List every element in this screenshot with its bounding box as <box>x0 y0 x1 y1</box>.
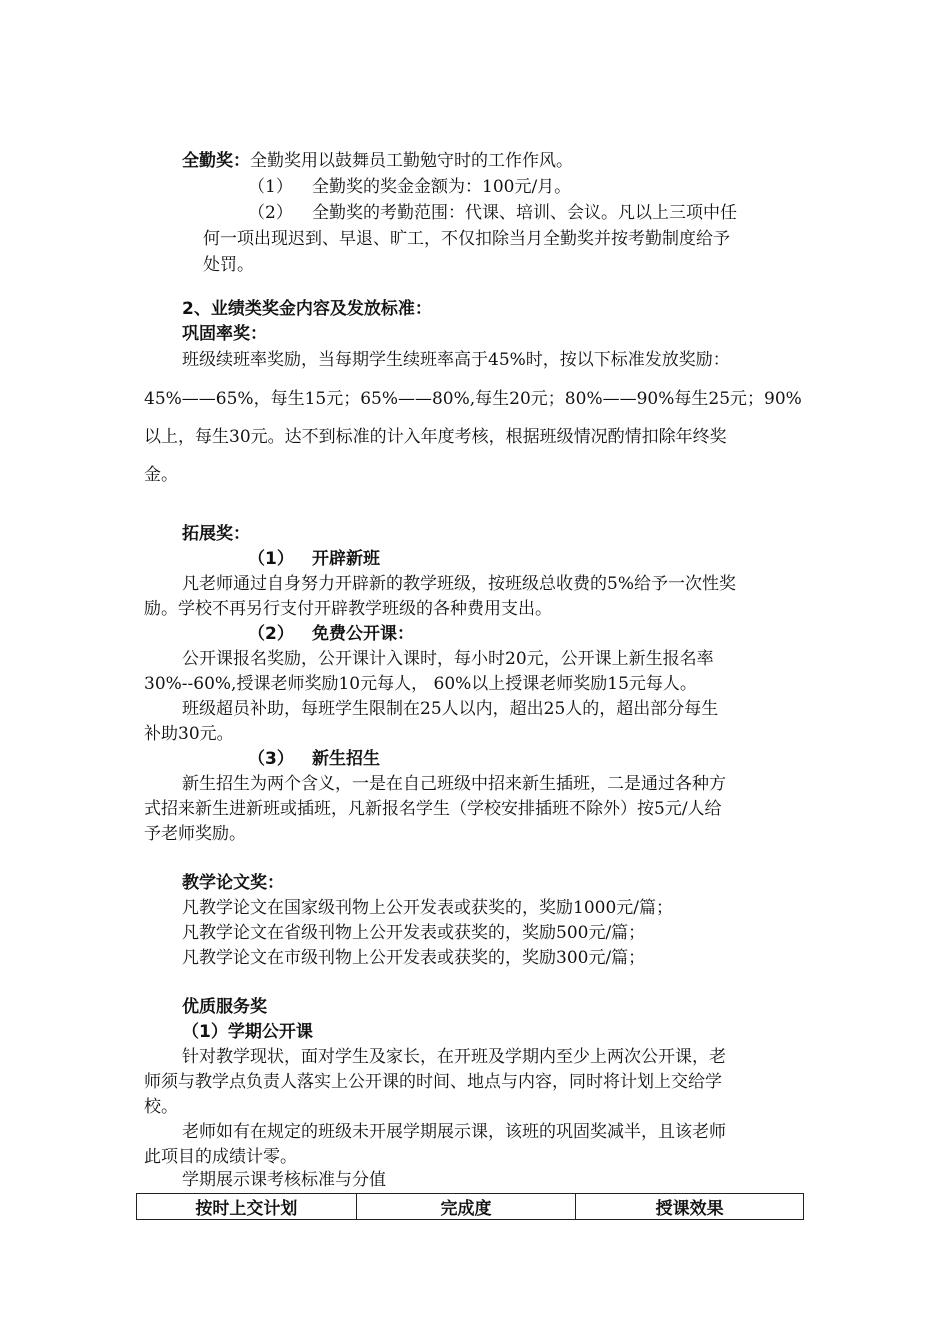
expansion-s2-line-4: 补助30元。 <box>144 724 234 744</box>
attendance-item-2-line3: 处罚。 <box>203 255 254 275</box>
assessment-table <box>136 1193 804 1220</box>
attendance-title: 全勤奖： <box>182 151 250 171</box>
retention-title: 巩固率奖： <box>182 324 267 344</box>
retention-line-3: 以上，每生30元。达不到标准的计入年度考核，根据班级情况酌情扣除年终奖 <box>144 427 727 447</box>
sub-title: 新生招生 <box>312 749 380 769</box>
expansion-s2-line-1: 公开课报名奖励，公开课计入课时，每小时20元，公开课上新生报名率 <box>182 649 714 669</box>
attendance-intro: 全勤奖用以鼓舞员工勤勉守时的工作作风。 <box>250 151 573 171</box>
service-p1-line-2: 师须与教学点负责人落实上公开课的时间、地点与内容，同时将计划上交给学 <box>144 1072 722 1092</box>
retention-line-2: 45%——65%，每生15元；65%——80%,每生20元；80%——90%每生25元；90% <box>144 389 802 409</box>
expansion-s3-line-3: 予老师奖励。 <box>144 824 246 844</box>
expansion-s3-line-2: 式招来新生进新班或插班，凡新报名学生（学校安排插班不除外）按5元/人给 <box>144 799 722 819</box>
item-text: 全勤奖的奖金金额为：100元/月。 <box>312 177 572 197</box>
service-p2-line-2: 此项目的成绩计零。 <box>144 1147 297 1167</box>
expansion-s1-line-1: 凡老师通过自身努力开辟新的教学班级，按班级总收费的5%给予一次性奖 <box>182 574 736 594</box>
paper-line-2: 凡教学论文在省级刊物上公开发表或获奖的，奖励500元/篇； <box>182 923 646 943</box>
expansion-s2-line-3: 班级超员补助，每班学生限制在25人以内，超出25人的，超出部分每生 <box>182 699 719 719</box>
paper-line-3: 凡教学论文在市级刊物上公开发表或获奖的，奖励300元/篇； <box>182 948 646 968</box>
paper-line-1: 凡教学论文在国家级刊物上公开发表或获奖的，奖励1000元/篇； <box>182 898 673 918</box>
sub-number: （1） <box>248 549 294 569</box>
sub-number: （2） <box>248 624 294 644</box>
expansion-s2-line-2: 30%--60%,授课老师奖励10元每人， 60%以上授课老师奖励15元每人。 <box>144 674 697 694</box>
sub-title: 免费公开课： <box>312 624 414 644</box>
service-p2-line-1: 老师如有在规定的班级未开展学期展示课，该班的巩固奖减半，且该老师 <box>182 1122 726 1142</box>
sub-number: （3） <box>248 749 294 769</box>
service-sub-1: （1）学期公开课 <box>182 1022 313 1042</box>
retention-line-1: 班级续班率奖励，当每期学生续班率高于45%时，按以下标准发放奖励： <box>182 350 730 370</box>
item-text: 全勤奖的考勤范围：代课、培训、会议。凡以上三项中任 <box>312 203 737 223</box>
expansion-sub-2 <box>248 622 414 646</box>
section-heading: 2、业绩类奖金内容及发放标准： <box>182 299 432 319</box>
service-p1-line-1: 针对教学现状，面对学生及家长，在开班及学期内至少上两次公开课，老 <box>182 1047 726 1067</box>
service-title: 优质服务奖 <box>182 997 267 1017</box>
attendance-paragraph <box>182 149 573 173</box>
expansion-sub-1 <box>248 547 380 571</box>
sub-title: 开辟新班 <box>312 549 380 569</box>
expansion-sub-3 <box>248 747 380 771</box>
table-header-cell: 按时上交计划 <box>137 1194 357 1220</box>
table-header-cell: 授课效果 <box>576 1194 804 1220</box>
table-caption: 学期展示课考核标准与分值 <box>182 1170 386 1190</box>
item-number: （2） <box>248 203 293 223</box>
attendance-item-1 <box>248 175 571 199</box>
expansion-s1-line-2: 励。学校不再另行支付开辟教学班级的各种费用支出。 <box>144 599 552 619</box>
table-header-cell: 完成度 <box>356 1194 576 1220</box>
attendance-item-2-line2: 何一项出现迟到、早退、旷工，不仅扣除当月全勤奖并按考勤制度给予 <box>203 229 730 249</box>
service-p1-line-3: 校。 <box>144 1097 178 1117</box>
attendance-item-2 <box>248 201 737 225</box>
paper-title: 教学论文奖： <box>182 873 284 893</box>
retention-line-4: 金。 <box>144 465 178 485</box>
item-number: （1） <box>248 177 293 197</box>
table-header-row <box>137 1194 804 1220</box>
expansion-title: 拓展奖： <box>182 524 250 544</box>
expansion-s3-line-1: 新生招生为两个含义，一是在自己班级中招来新生插班，二是通过各种方 <box>182 774 726 794</box>
